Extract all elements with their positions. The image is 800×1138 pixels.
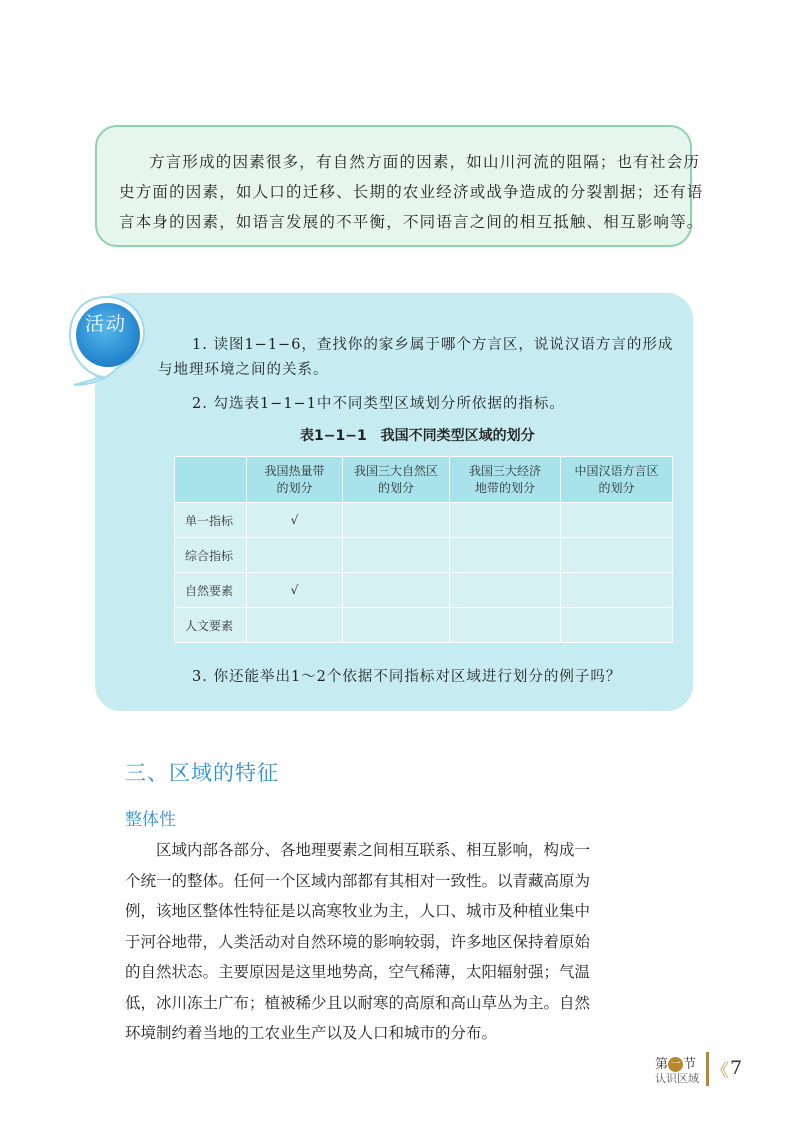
page-footer (650, 1050, 760, 1090)
note-line-2: 史方面的因素，如人口的迁移、长期的农业经济或战争造成的分裂割据；还有语 (119, 183, 704, 201)
table-title: 表1−1−1 我国不同类型区域的划分 (300, 428, 535, 444)
activity-item-2: 2. 勾选表1−1−1中不同类型区域划分所依据的指标。 (192, 396, 565, 412)
body-line: 例，该地区整体性特征是以高寒牧业为主，人口、城市及种植业集中 (125, 902, 591, 920)
chapter-name: 认识区域 (655, 1072, 699, 1085)
chapter-number-badge: 一 (668, 1057, 683, 1072)
table-row (175, 608, 673, 643)
table-cell[interactable] (561, 608, 673, 643)
region-division-table (174, 456, 673, 643)
table-cell[interactable]: √ (247, 503, 343, 538)
body-line: 环境制约着当地的工农业生产以及人口和城市的分布。 (125, 1024, 498, 1042)
table-row-label: 自然要素 (175, 573, 247, 608)
note-box (95, 125, 704, 247)
section-subtitle: 整体性 (125, 810, 176, 830)
section-body (125, 835, 595, 1049)
table-cell[interactable] (450, 503, 561, 538)
table-row (175, 573, 673, 608)
table-cell[interactable] (343, 538, 450, 573)
table-header-cell: 中国汉语方言区 的划分 (561, 457, 673, 503)
section-title: 三、区域的特征 (125, 761, 279, 785)
table-cell[interactable] (561, 503, 673, 538)
table-cell[interactable] (343, 573, 450, 608)
table-corner-cell (175, 457, 247, 503)
table-cell[interactable] (450, 608, 561, 643)
note-line-1: 方言形成的因素很多，有自然方面的因素，如山川河流的阻隔；也有社会历 (149, 153, 701, 171)
page-number: 7 (730, 1057, 743, 1079)
table-row (175, 503, 673, 538)
table-cell[interactable] (247, 538, 343, 573)
activity-label: 活动 (84, 313, 127, 335)
activity-item-3: 3. 你还能举出1～2个依据不同指标对区域进行划分的例子吗？ (192, 669, 622, 685)
table-cell[interactable]: √ (247, 573, 343, 608)
table-row-label: 综合指标 (175, 538, 247, 573)
activity-item-1-line-2: 与地理环境之间的关系。 (158, 362, 329, 378)
chapter-label: 第 一 节 (655, 1057, 697, 1072)
activity-badge (68, 295, 168, 387)
double-chevron-icon: 《 (711, 1061, 729, 1082)
table-cell[interactable] (561, 538, 673, 573)
body-line: 区域内部各部分、各地理要素之间相互联系、相互影响，构成一 (125, 841, 591, 859)
body-line: 于河谷地带，人类活动对自然环境的影响较弱，许多地区保持着原始 (125, 932, 591, 951)
table-header-cell: 我国三大经济 地带的划分 (450, 457, 561, 503)
activity-item-1-line-1: 1. 读图1−1−6，查找你的家乡属于哪个方言区，说说汉语方言的形成 (192, 337, 674, 353)
table-row-label: 人文要素 (175, 608, 247, 643)
footer-divider (706, 1052, 709, 1086)
table-row (175, 538, 673, 573)
table-cell[interactable] (343, 608, 450, 643)
table-cell[interactable] (247, 608, 343, 643)
table-cell[interactable] (450, 538, 561, 573)
table-cell[interactable] (450, 573, 561, 608)
table-header-row (175, 457, 673, 503)
table-cell[interactable] (343, 503, 450, 538)
table-row-label: 单一指标 (175, 503, 247, 538)
table-header-cell: 我国热量带 的划分 (247, 457, 343, 503)
table-cell[interactable] (561, 573, 673, 608)
body-line: 的自然状态。主要原因是这里地势高，空气稀薄，太阳辐射强；气温 (125, 963, 591, 981)
note-line-3: 言本身的因素，如语言发展的不平衡，不同语言之间的相互抵触、相互影响等。 (119, 213, 704, 231)
body-line: 个统一的整体。任何一个区域内部都有其相对一致性。以青藏高原为 (125, 871, 591, 890)
table-header-cell: 我国三大自然区 的划分 (343, 457, 450, 503)
body-line: 低，冰川冻土广布；植被稀少且以耐寒的高原和高山草丛为主。自然 (125, 993, 591, 1012)
